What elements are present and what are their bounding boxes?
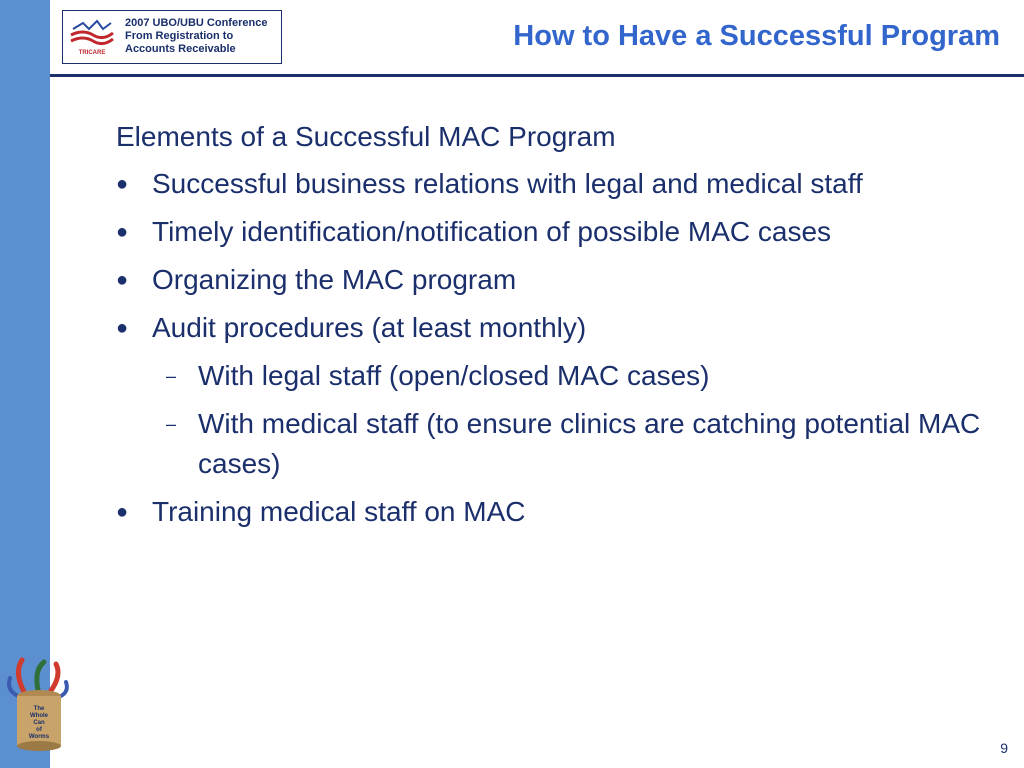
can-label-line-5: Worms [28,734,50,740]
sub-bullet-text: With legal staff (open/closed MAC cases) [198,360,710,391]
conference-logo [62,10,282,64]
page-number: 9 [1000,740,1008,756]
bullet-marker: ● [116,269,129,291]
bullet-marker: ● [116,221,129,243]
bullet-text: Timely identification/notification of possible MAC cases [152,216,832,247]
tricare-brand-text: TRICARE [78,50,106,56]
sub-bullet-marker: – [166,366,177,386]
bullet-marker: ● [116,173,129,195]
sub-list-item [116,404,996,484]
slide-title: How to Have a Successful Program [513,20,1000,52]
list-item [116,212,996,252]
sub-list-item [116,356,996,396]
list-item [116,260,996,300]
content-heading: Elements of a Successful MAC Program [116,121,616,152]
title-divider [50,74,1024,77]
can-label-line-2: Whole [30,713,48,719]
sub-bullet-marker: – [166,414,177,434]
slide-content [116,120,996,540]
logo-line-2: From Registration to [125,30,234,42]
bullet-text: Audit procedures (at least monthly) [152,312,587,343]
bullet-text: Successful business relations with legal and medical staff [152,168,863,199]
logo-caption [125,17,267,56]
sub-bullet-text: With medical staff (to ensure clinics are catching potential MAC cases) [198,408,981,479]
bullet-marker: ● [116,317,129,339]
list-item [116,492,996,532]
bullet-text: Organizing the MAC program [152,264,517,295]
logo-line-1: 2007 UBO/UBU Conference [125,17,268,29]
tricare-logo-icon [69,17,115,57]
can-label-line-3: Can [33,720,45,726]
bullet-marker: ● [116,501,129,523]
can-label-line-4: of [36,727,42,733]
can-label-line-1: The [33,706,45,712]
list-item [116,164,996,204]
list-item [116,308,996,348]
logo-line-3: Accounts Receivable [125,43,236,55]
bullet-text: Training medical staff on MAC [152,496,526,527]
worms-can-mascot-icon [4,652,74,752]
